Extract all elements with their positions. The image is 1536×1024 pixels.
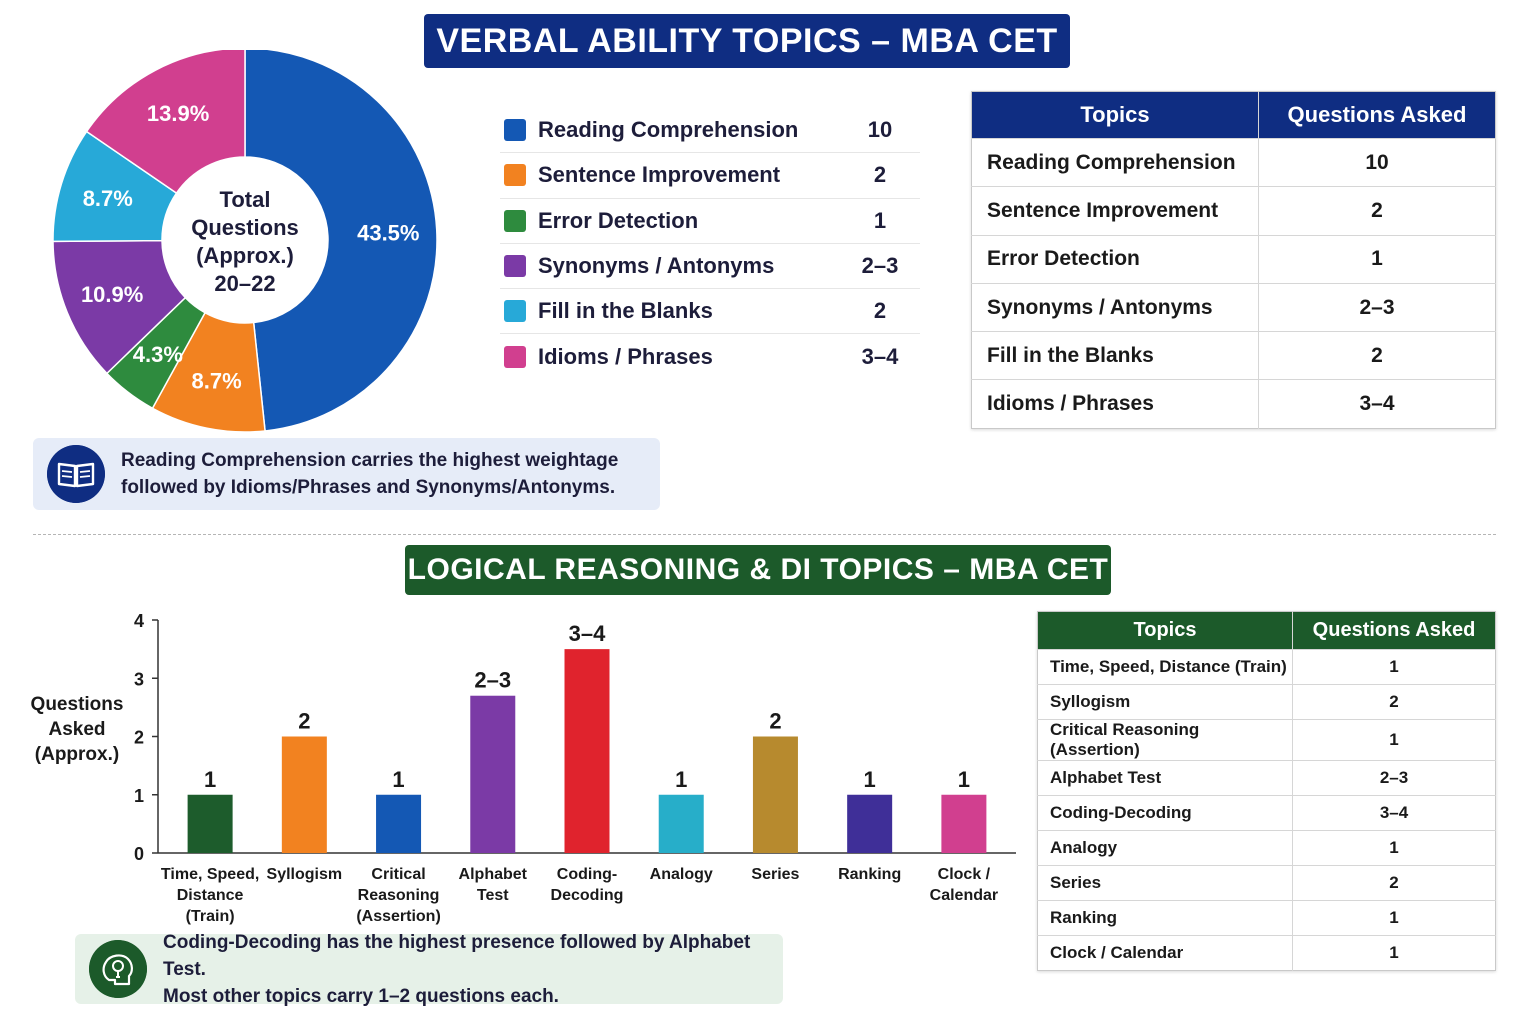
table-cell-questions: 2 bbox=[1259, 332, 1496, 380]
table-row bbox=[972, 139, 1496, 187]
bar-data-label: 1 bbox=[675, 766, 688, 792]
bar bbox=[847, 795, 892, 853]
table-cell-topic: Ranking bbox=[1038, 901, 1293, 936]
table-row bbox=[1038, 761, 1496, 796]
y-tick-label: 2 bbox=[133, 727, 144, 748]
table-row bbox=[972, 380, 1496, 428]
bar-data-label: 3–4 bbox=[568, 621, 606, 647]
table-header-questions: Questions Asked bbox=[1293, 612, 1496, 650]
legend-label: Reading Comprehension bbox=[538, 117, 799, 143]
donut-slice-label: 10.9% bbox=[80, 282, 144, 308]
x-tick-label: Calendar bbox=[929, 887, 999, 904]
y-axis-label-line: (Approx.) bbox=[34, 744, 120, 765]
legend-item bbox=[500, 108, 920, 153]
table-cell-topic: Clock / Calendar bbox=[1038, 936, 1293, 971]
table-cell-topic: Series bbox=[1038, 866, 1293, 901]
table-cell-questions: 2–3 bbox=[1259, 283, 1496, 331]
table-cell-topic: Synonyms / Antonyms bbox=[972, 283, 1259, 331]
table-cell-topic: Critical Reasoning (Assertion) bbox=[1038, 720, 1293, 761]
legend-item bbox=[500, 199, 920, 244]
table-row bbox=[1038, 685, 1496, 720]
table-header-topics: Topics bbox=[972, 92, 1259, 139]
table-cell-questions: 2–3 bbox=[1293, 761, 1496, 796]
table-cell-topic: Error Detection bbox=[972, 235, 1259, 283]
table-row bbox=[972, 283, 1496, 331]
table-row bbox=[1038, 796, 1496, 831]
legend-label: Error Detection bbox=[538, 207, 699, 233]
donut-center-text: Questions bbox=[191, 215, 299, 240]
legend-label: Idioms / Phrases bbox=[538, 344, 713, 370]
table-cell-questions: 1 bbox=[1293, 720, 1496, 761]
table-cell-questions: 3–4 bbox=[1259, 380, 1496, 428]
bar-data-label: 1 bbox=[863, 766, 876, 792]
table-row bbox=[1038, 831, 1496, 866]
bar-data-label: 1 bbox=[957, 766, 971, 792]
table-cell-topic: Alphabet Test bbox=[1038, 761, 1293, 796]
bar bbox=[376, 795, 421, 853]
legend-value: 2 bbox=[873, 162, 887, 188]
table-cell-questions: 2 bbox=[1293, 866, 1496, 901]
bar-data-label: 2 bbox=[298, 708, 311, 734]
legend-value: 3–4 bbox=[861, 344, 899, 370]
table-cell-questions: 2 bbox=[1259, 187, 1496, 235]
open-book-icon bbox=[47, 445, 105, 503]
legend-label: Fill in the Blanks bbox=[538, 298, 713, 324]
donut-center-text: 20–22 bbox=[214, 271, 276, 296]
x-tick-label: Distance bbox=[176, 887, 244, 904]
table-cell-questions: 2 bbox=[1293, 685, 1496, 720]
note-line: followed by Idioms/Phrases and Synonyms/Antonyms. bbox=[121, 477, 616, 498]
legend-item bbox=[500, 334, 920, 379]
x-tick-label: Syllogism bbox=[266, 866, 343, 883]
legend-value: 2 bbox=[873, 298, 887, 324]
table-header-questions: Questions Asked bbox=[1259, 92, 1496, 139]
table-header-row bbox=[972, 92, 1496, 139]
legend-swatch bbox=[504, 119, 526, 141]
bar bbox=[565, 649, 610, 853]
table-cell-questions: 1 bbox=[1293, 831, 1496, 866]
verbal-insight-note bbox=[33, 438, 660, 510]
donut-slice-label: 43.5% bbox=[357, 220, 420, 246]
x-tick-label: Reasoning bbox=[357, 887, 440, 904]
bar-data-label: 1 bbox=[392, 766, 405, 792]
table-cell-topic: Syllogism bbox=[1038, 685, 1293, 720]
y-tick-label: 4 bbox=[133, 611, 144, 631]
bar bbox=[753, 737, 798, 854]
bar bbox=[470, 696, 515, 853]
table-cell-questions: 1 bbox=[1259, 235, 1496, 283]
bar bbox=[659, 795, 704, 853]
table-cell-topic: Time, Speed, Distance (Train) bbox=[1038, 650, 1293, 685]
table-row bbox=[972, 187, 1496, 235]
legend-label: Sentence Improvement bbox=[538, 162, 781, 188]
logical-topics-table bbox=[1037, 611, 1496, 971]
x-tick-label: Test bbox=[476, 887, 509, 904]
table-row bbox=[972, 332, 1496, 380]
x-tick-label: Decoding bbox=[550, 887, 624, 904]
x-tick-label: Ranking bbox=[838, 866, 902, 883]
table-cell-topic: Analogy bbox=[1038, 831, 1293, 866]
bar-data-label: 2 bbox=[769, 708, 782, 734]
table-row bbox=[1038, 650, 1496, 685]
bar bbox=[941, 795, 986, 853]
verbal-title-banner: VERBAL ABILITY TOPICS – MBA CET bbox=[424, 14, 1070, 68]
legend-item bbox=[500, 289, 920, 334]
table-cell-topic: Sentence Improvement bbox=[972, 187, 1259, 235]
logical-bar-chart bbox=[20, 600, 1030, 930]
verbal-legend bbox=[500, 108, 920, 380]
x-tick-label: Alphabet bbox=[458, 866, 528, 883]
bar bbox=[188, 795, 233, 853]
legend-swatch bbox=[504, 210, 526, 232]
y-tick-label: 0 bbox=[133, 844, 144, 864]
table-cell-topic: Coding-Decoding bbox=[1038, 796, 1293, 831]
logical-title-banner: LOGICAL REASONING & DI TOPICS – MBA CET bbox=[405, 545, 1111, 595]
table-row bbox=[1038, 866, 1496, 901]
x-tick-label: Coding- bbox=[556, 866, 618, 883]
legend-swatch bbox=[504, 346, 526, 368]
y-axis-label-line: Questions bbox=[30, 694, 124, 715]
y-tick-label: 3 bbox=[133, 669, 144, 690]
table-cell-questions: 1 bbox=[1293, 901, 1496, 936]
donut-slice-label: 8.7% bbox=[82, 186, 133, 212]
bar-data-label: 1 bbox=[203, 766, 217, 792]
y-tick-label: 1 bbox=[133, 785, 144, 806]
donut-center-text: Total bbox=[219, 187, 271, 212]
legend-label: Synonyms / Antonyms bbox=[538, 253, 775, 279]
x-tick-label: Time, Speed, bbox=[160, 866, 260, 883]
y-axis-label-line: Asked bbox=[48, 719, 106, 740]
table-row bbox=[1038, 936, 1496, 971]
table-row bbox=[1038, 901, 1496, 936]
legend-swatch bbox=[504, 300, 526, 322]
donut-hole bbox=[162, 157, 328, 323]
legend-item bbox=[500, 244, 920, 289]
note-line: Coding-Decoding has the highest presence followed by Alphabet Test. bbox=[163, 931, 751, 980]
donut-slice-label: 4.3% bbox=[132, 341, 183, 367]
note-line: Most other topics carry 1–2 questions each. bbox=[163, 985, 559, 1007]
legend-value: 1 bbox=[873, 207, 887, 233]
table-row bbox=[972, 235, 1496, 283]
x-tick-label: Critical bbox=[371, 866, 426, 883]
table-cell-topic: Idioms / Phrases bbox=[972, 380, 1259, 428]
section-divider bbox=[33, 534, 1496, 535]
legend-value: 2–3 bbox=[861, 253, 899, 279]
bar bbox=[282, 737, 327, 854]
brain-bulb-icon bbox=[89, 940, 147, 998]
verbal-topics-table bbox=[971, 91, 1496, 429]
table-row bbox=[1038, 720, 1496, 761]
donut-center-text: (Approx.) bbox=[196, 243, 294, 268]
table-header-row bbox=[1038, 612, 1496, 650]
note-line: Reading Comprehension carries the highest weightage bbox=[121, 450, 619, 471]
x-tick-label: Analogy bbox=[649, 866, 713, 883]
legend-item bbox=[500, 153, 920, 198]
legend-swatch bbox=[504, 164, 526, 186]
donut-slice-label: 8.7% bbox=[191, 368, 242, 394]
table-cell-topic: Reading Comprehension bbox=[972, 139, 1259, 187]
verbal-donut-chart bbox=[40, 50, 460, 450]
table-header-topics: Topics bbox=[1038, 612, 1293, 650]
logical-insight-note bbox=[75, 931, 783, 1007]
x-tick-label: Clock / bbox=[937, 866, 991, 883]
legend-swatch bbox=[504, 255, 526, 277]
table-cell-questions: 1 bbox=[1293, 936, 1496, 971]
table-cell-questions: 1 bbox=[1293, 650, 1496, 685]
table-cell-questions: 3–4 bbox=[1293, 796, 1496, 831]
x-tick-label: (Assertion) bbox=[356, 908, 441, 925]
bar-data-label: 2–3 bbox=[474, 667, 512, 693]
table-cell-topic: Fill in the Blanks bbox=[972, 332, 1259, 380]
donut-slice-label: 13.9% bbox=[146, 101, 210, 127]
x-tick-label: Series bbox=[751, 866, 800, 883]
legend-value: 10 bbox=[867, 117, 893, 143]
table-cell-questions: 10 bbox=[1259, 139, 1496, 187]
x-tick-label: (Train) bbox=[185, 908, 235, 925]
